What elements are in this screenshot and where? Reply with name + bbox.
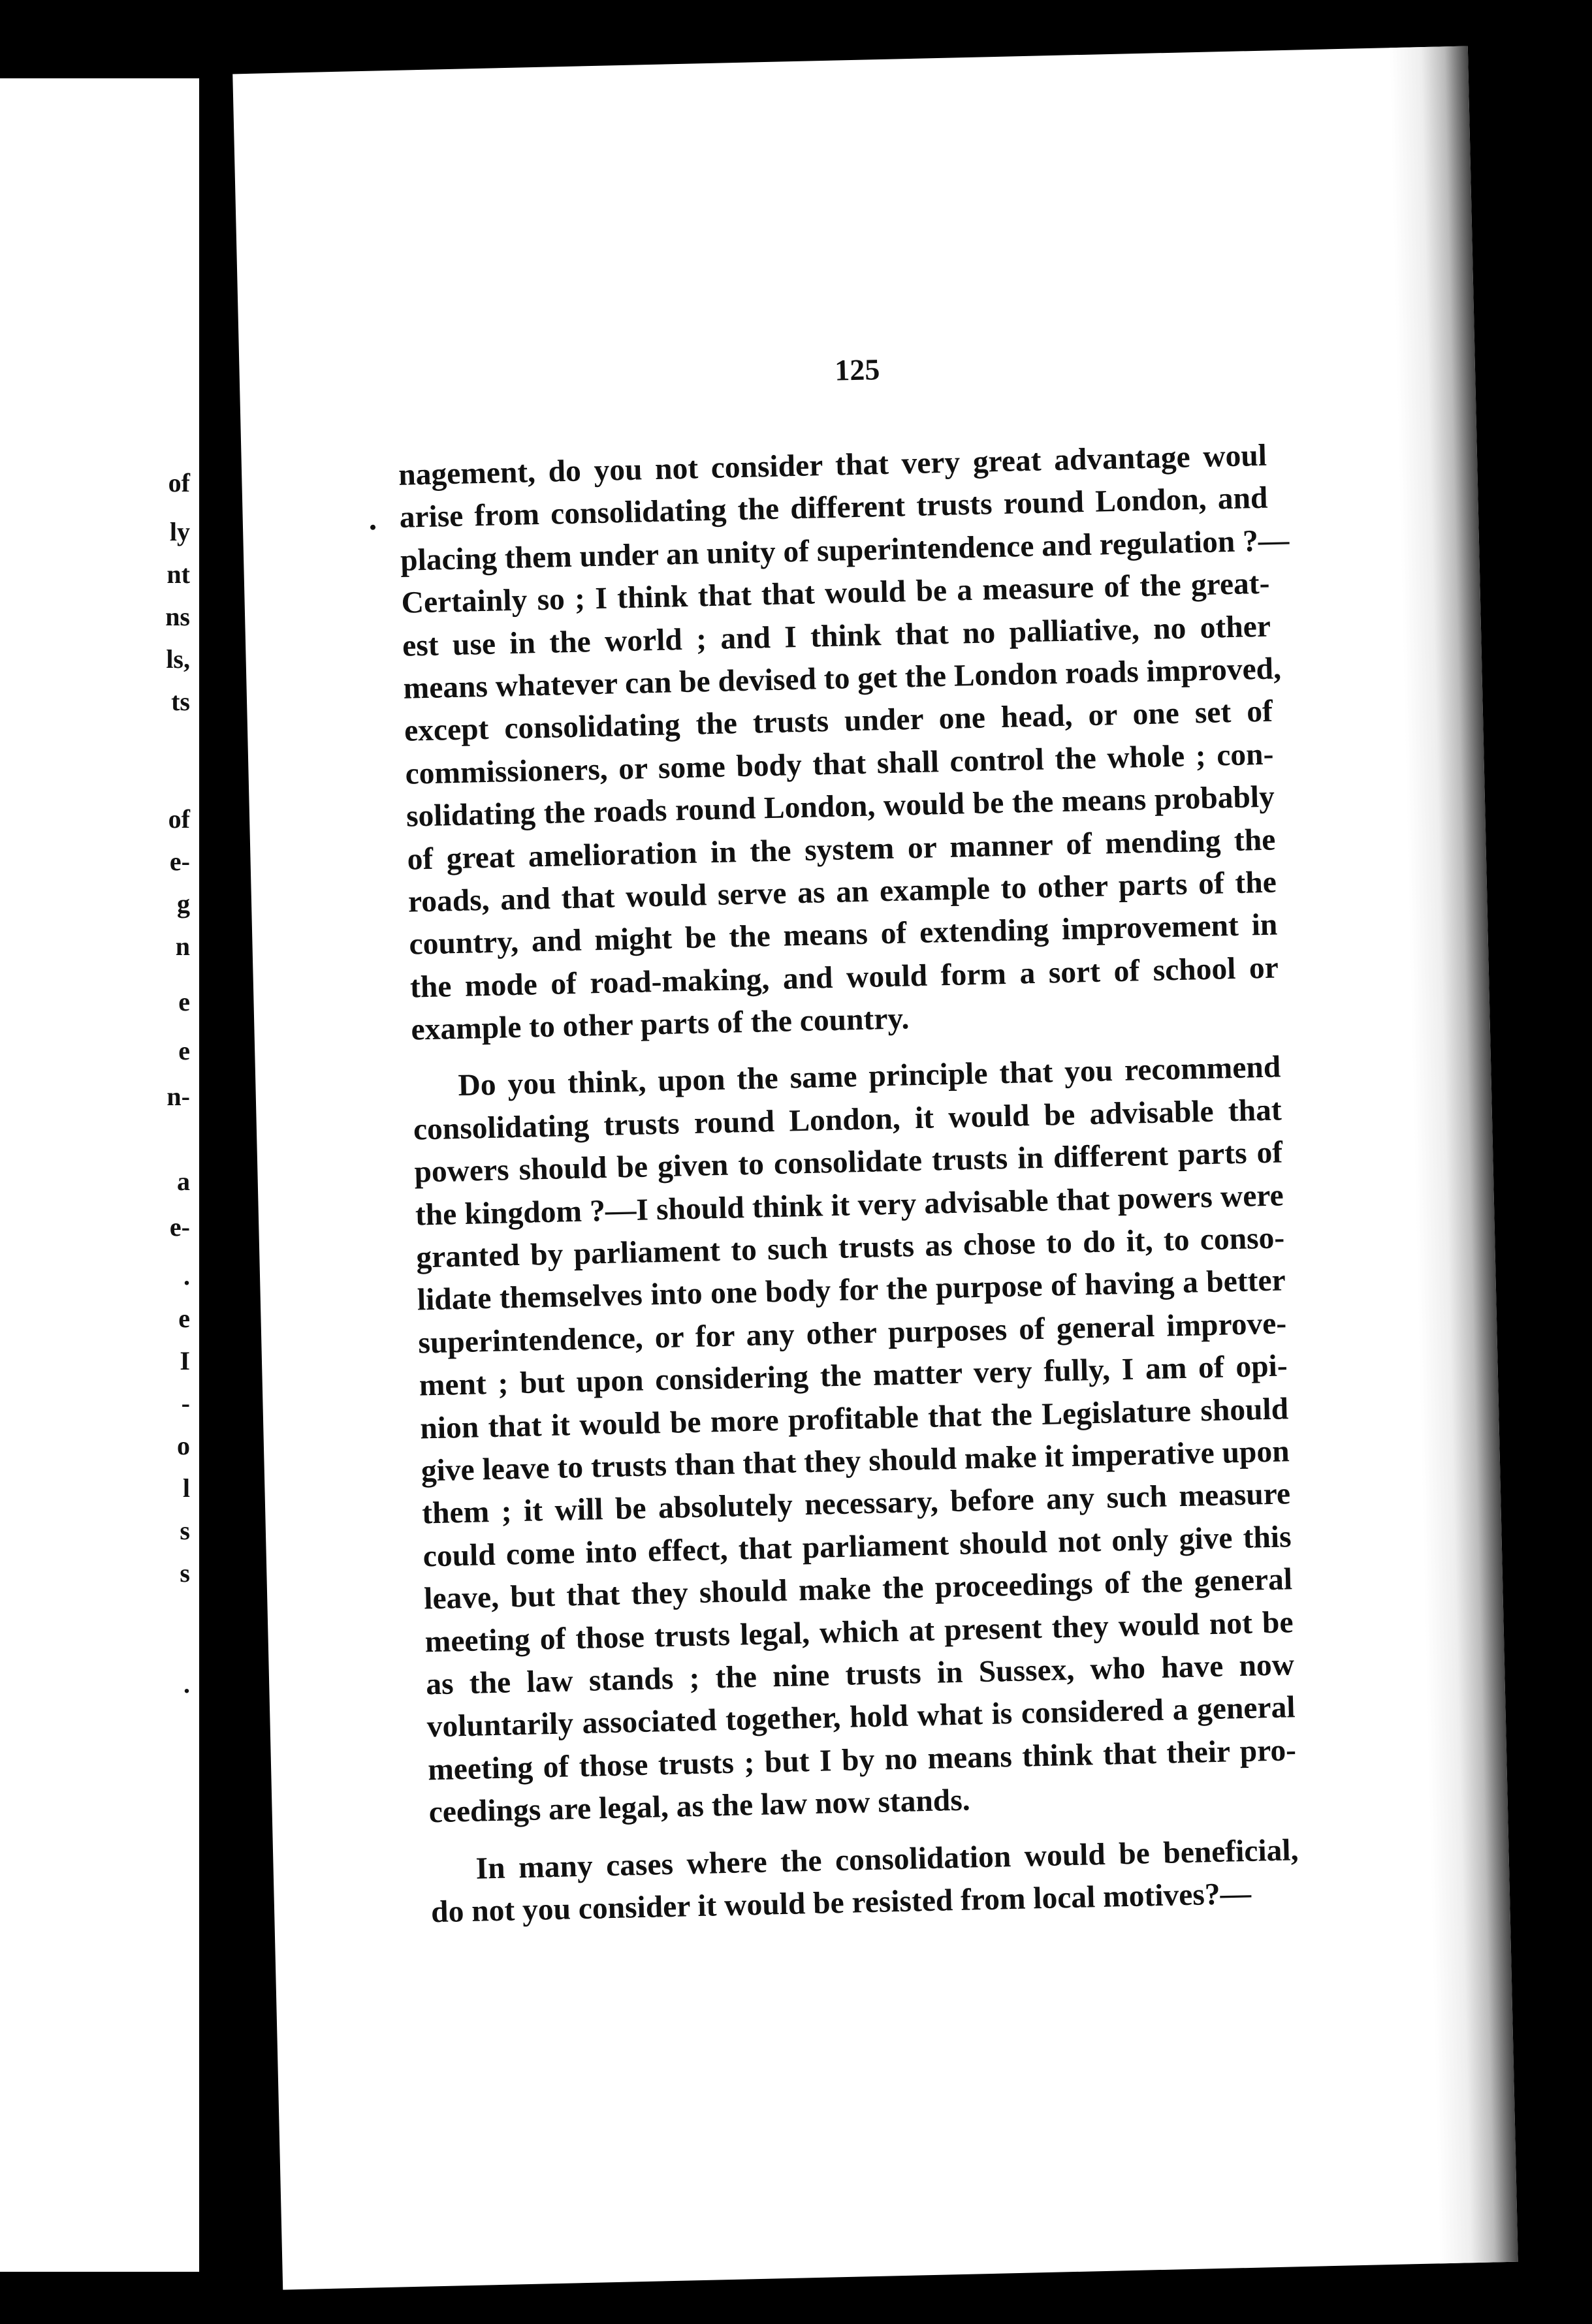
text-line: Certainly so ; I think that that would be a measure of the great-	[401, 566, 1270, 620]
text-line: Do you think, upon the same principle that you recommend	[457, 1050, 1281, 1103]
text-line: superintendence, or for any other purposes of general improve-	[417, 1306, 1287, 1360]
text-line: commissioners, or some body that shall control the whole ; con-	[405, 737, 1274, 791]
facing-page-fragment: nt	[167, 559, 190, 589]
facing-page-fragment: ls,	[166, 644, 190, 674]
facing-page-fragment: e	[178, 987, 190, 1016]
facing-page-fragment: ts	[171, 687, 190, 716]
text-line: powers should be given to consolidate trusts in different parts of	[413, 1135, 1283, 1189]
facing-page-fragment: a	[177, 1167, 190, 1196]
text-line: placing them under an unity of superintendence and regulation ?—	[400, 523, 1290, 578]
facing-page	[0, 78, 203, 2272]
facing-page-fragment: -	[181, 1389, 190, 1418]
text-line: granted by parliament to such trusts as chose to do it, to conso-	[415, 1221, 1285, 1275]
facing-page-fragment: of	[168, 804, 190, 834]
facing-page-fragment: e	[178, 1304, 190, 1333]
text-line: example to other parts of the country.	[410, 1001, 910, 1047]
book-page	[232, 46, 1518, 2290]
text-line: the mode of road-making, and would form a sort of school or	[409, 950, 1279, 1005]
margin-mark	[370, 525, 375, 530]
facing-page-fragment: e	[178, 1036, 190, 1065]
text-line: nagement, do you not consider that very great advantage woul	[398, 438, 1267, 492]
text-line: ment ; but upon considering the matter very fully, I am of opi-	[419, 1349, 1288, 1403]
text-line: nion that it would be more profitable that the Legislature should	[419, 1391, 1289, 1446]
facing-page-fragment: s	[180, 1558, 190, 1588]
facing-page-fragment: .	[183, 1669, 190, 1699]
facing-page-fragment: e-	[169, 1212, 190, 1242]
facing-page-fragment: n-	[167, 1082, 190, 1111]
text-line: as the law stands ; the nine trusts in Sussex, who have now	[425, 1648, 1295, 1702]
facing-page-fragment: I	[180, 1346, 190, 1375]
facing-page-fragment: n	[175, 932, 190, 961]
text-line: meeting of those trusts legal, which at present they would not be	[424, 1605, 1294, 1659]
text-line: except consolidating the trusts under one head, or one set of	[404, 694, 1273, 749]
page-edge-shadow	[1390, 46, 1518, 2264]
facing-page-fragment: ly	[169, 517, 190, 546]
text-line: give leave to trusts than that they should make it imperative upon	[421, 1434, 1290, 1488]
page-number: 125	[834, 353, 880, 387]
text-line: roads, and that would serve as an example to other parts of the	[407, 865, 1277, 919]
gutter-mark	[1549, 26, 1551, 75]
text-line: them ; it will be absolutely necessary, before any such measure	[421, 1477, 1291, 1531]
text-line: meeting of those trusts ; but I by no means think that their pro-	[427, 1733, 1297, 1787]
facing-page-fragment: s	[180, 1516, 190, 1545]
text-line: consolidating trusts round London, it would be advisable that	[413, 1093, 1282, 1147]
text-line: est use in the world ; and I think that no palliative, no other	[402, 609, 1271, 663]
text-line: voluntarily associated together, hold what is considered a general	[426, 1690, 1296, 1744]
facing-page-fragment: of	[168, 468, 190, 497]
text-line: leave, but that they should make the proceedings of the general	[423, 1562, 1293, 1616]
text-line: arise from consolidating the different trusts round London, and	[399, 481, 1268, 535]
text-line: the kingdom ?—I should think it very advisable that powers were	[415, 1178, 1284, 1233]
text-line: country, and might be the means of extending improvement in	[408, 907, 1278, 962]
text-line: means whatever can be devised to get the London roads improved,	[403, 652, 1282, 706]
text-line: do not you consider it would be resisted from local motives?—	[430, 1876, 1252, 1930]
text-line: solidating the roads round London, would be the means probably	[406, 779, 1275, 834]
text-line: of great amelioration in the system or manner of mending the	[407, 823, 1276, 877]
facing-page-fragment: ns	[165, 602, 190, 631]
text-line: could come into effect, that parliament should not only give this	[422, 1520, 1292, 1574]
facing-page-fragment: o	[177, 1431, 190, 1460]
facing-page-fragment: g	[177, 889, 190, 919]
gutter-mark	[127, 26, 129, 75]
facing-page-fragment: .	[183, 1261, 190, 1291]
text-line: ceedings are legal, as the law now stands.	[428, 1783, 971, 1830]
facing-page-fragment: l	[182, 1473, 190, 1503]
text-line: In many cases where the consolidation would be beneficial,	[475, 1832, 1299, 1886]
facing-page-fragment: e-	[169, 847, 190, 876]
body-text	[398, 435, 1300, 1934]
text-line: lidate themselves into one body for the purpose of having a better	[417, 1263, 1286, 1317]
